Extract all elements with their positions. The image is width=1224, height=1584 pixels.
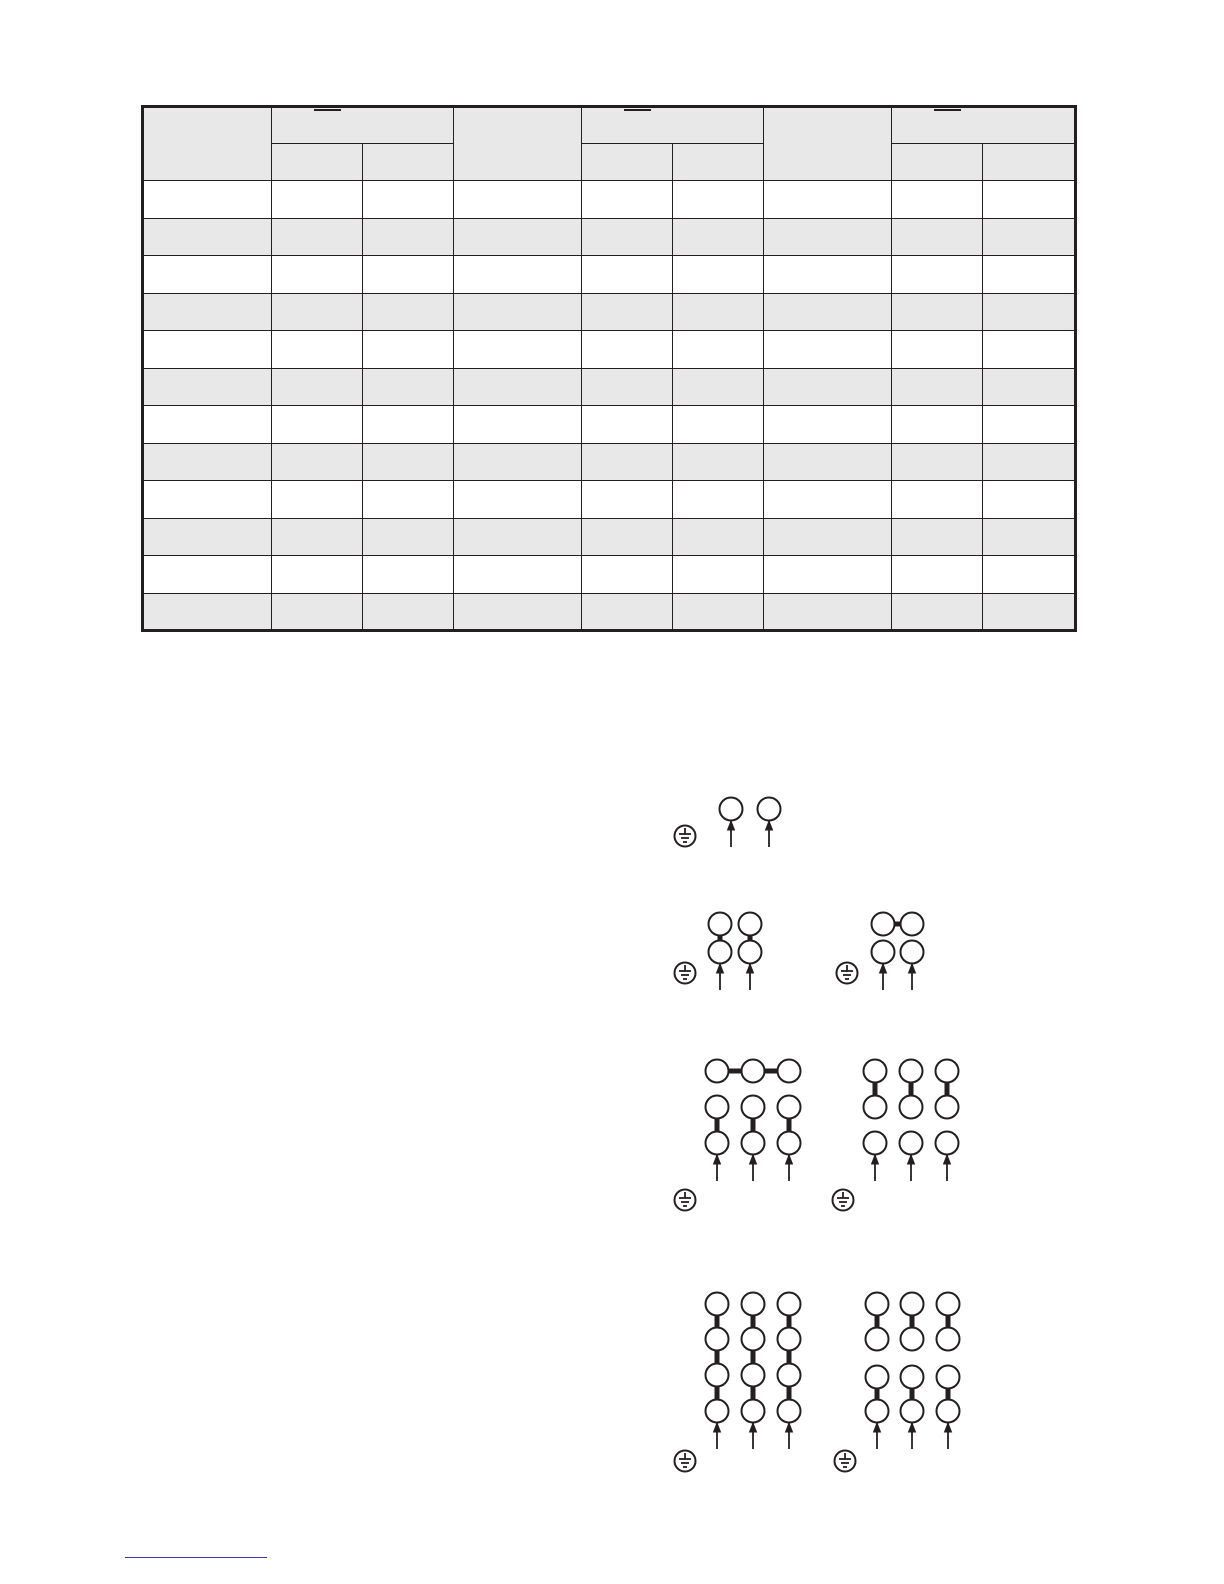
supply-arrow-icon [728, 821, 735, 847]
terminal-icon [706, 1060, 729, 1083]
terminal-icon [720, 798, 743, 821]
terminal-icon [901, 913, 924, 936]
supply-arrow-icon [908, 1155, 915, 1181]
terminal-icon [739, 913, 762, 936]
terminal-icon [900, 1132, 923, 1155]
terminal-icon [706, 1364, 729, 1387]
terminal-icon [778, 1400, 801, 1423]
terminal-icon [742, 1132, 765, 1155]
terminal-icon [866, 1328, 889, 1351]
terminal-icon [778, 1096, 801, 1119]
terminal-icon [936, 1132, 959, 1155]
terminal-icon [901, 1328, 924, 1351]
terminal-icon [901, 1366, 924, 1389]
terminal-icon [864, 1132, 887, 1155]
supply-arrow-icon [874, 1423, 881, 1449]
terminal-icon [866, 1400, 889, 1423]
supply-arrow-icon [872, 1155, 879, 1181]
ground-icon [675, 826, 696, 847]
ground-icon [675, 1451, 696, 1472]
supply-arrow-icon [750, 1155, 757, 1181]
terminal-icon [901, 1293, 924, 1316]
supply-arrow-icon [766, 821, 773, 847]
terminal-icon [778, 1132, 801, 1155]
terminal-icon [937, 1366, 960, 1389]
terminal-icon [866, 1293, 889, 1316]
terminal-icon [936, 1096, 959, 1119]
supply-arrow-icon [909, 1423, 916, 1449]
supply-arrow-icon [909, 964, 916, 990]
terminal-icon [742, 1364, 765, 1387]
terminal-icon [742, 1293, 765, 1316]
ground-icon [837, 963, 858, 984]
terminal-icon [864, 1060, 887, 1083]
terminal-icon [872, 913, 895, 936]
footer-rule [125, 1557, 267, 1558]
terminal-icon [900, 1060, 923, 1083]
ground-icon [833, 1190, 854, 1211]
supply-arrow-icon [750, 1423, 757, 1449]
terminal-icon [709, 941, 732, 964]
terminal-icon [778, 1293, 801, 1316]
supply-arrow-icon [880, 964, 887, 990]
supply-arrow-icon [786, 1155, 793, 1181]
supply-arrow-icon [786, 1423, 793, 1449]
terminal-icon [901, 1400, 924, 1423]
terminal-icon [936, 1060, 959, 1083]
supply-arrow-icon [714, 1155, 721, 1181]
terminal-icon [778, 1364, 801, 1387]
terminal-icon [706, 1132, 729, 1155]
terminal-icon [742, 1400, 765, 1423]
supply-arrow-icon [714, 1423, 721, 1449]
terminal-icon [937, 1328, 960, 1351]
terminal-icon [742, 1060, 765, 1083]
terminal-icon [706, 1328, 729, 1351]
supply-arrow-icon [945, 1423, 952, 1449]
terminal-icon [901, 941, 924, 964]
terminal-icon [866, 1366, 889, 1389]
ground-icon [675, 1190, 696, 1211]
terminal-icon [706, 1293, 729, 1316]
terminal-icon [872, 941, 895, 964]
terminal-icon [778, 1060, 801, 1083]
terminal-icon [742, 1096, 765, 1119]
terminal-icon [864, 1096, 887, 1119]
supply-arrow-icon [717, 964, 724, 990]
ground-icon [835, 1451, 856, 1472]
terminal-icon [709, 913, 732, 936]
terminal-icon [937, 1293, 960, 1316]
supply-arrow-icon [944, 1155, 951, 1181]
ground-icon [675, 963, 696, 984]
terminal-icon [706, 1400, 729, 1423]
terminal-icon [706, 1096, 729, 1119]
terminal-icon [937, 1400, 960, 1423]
terminal-icon [900, 1096, 923, 1119]
terminal-icon [742, 1328, 765, 1351]
supply-arrow-icon [747, 964, 754, 990]
terminal-icon [778, 1328, 801, 1351]
terminal-icon [739, 941, 762, 964]
terminal-icon [758, 798, 781, 821]
